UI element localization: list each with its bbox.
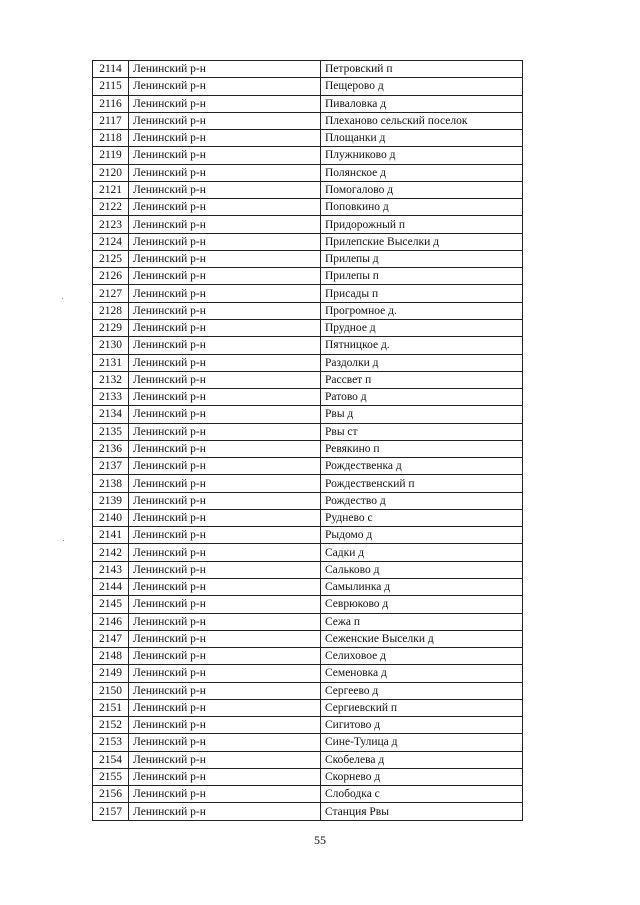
settlement-name-cell: Сежа п — [321, 613, 523, 630]
table-row — [93, 440, 523, 457]
table-row — [93, 717, 523, 734]
row-number: 2133 — [93, 389, 129, 406]
table-row — [93, 699, 523, 716]
scan-speck — [63, 540, 64, 541]
settlements-table-body — [93, 61, 523, 821]
table-row — [93, 112, 523, 129]
table-row — [93, 475, 523, 492]
district-cell: Ленинский р-н — [129, 285, 321, 302]
row-number: 2137 — [93, 458, 129, 475]
settlement-name-cell: Рождественка д — [321, 458, 523, 475]
row-number: 2155 — [93, 768, 129, 785]
settlement-name-cell: Станция Рвы — [321, 803, 523, 820]
settlement-name-cell: Рыдомо д — [321, 527, 523, 544]
table-row — [93, 61, 523, 78]
settlement-name-cell: Прилепы п — [321, 268, 523, 285]
table-row — [93, 596, 523, 613]
settlement-name-cell: Пиваловка д — [321, 95, 523, 112]
district-cell: Ленинский р-н — [129, 786, 321, 803]
row-number: 2125 — [93, 250, 129, 267]
district-cell: Ленинский р-н — [129, 561, 321, 578]
table-row — [93, 216, 523, 233]
table-row — [93, 458, 523, 475]
settlement-name-cell: Пятницкое д. — [321, 337, 523, 354]
settlement-name-cell: Сигитово д — [321, 717, 523, 734]
row-number: 2124 — [93, 233, 129, 250]
row-number: 2157 — [93, 803, 129, 820]
settlement-name-cell: Рассвет п — [321, 371, 523, 388]
district-cell: Ленинский р-н — [129, 319, 321, 336]
table-row — [93, 665, 523, 682]
row-number: 2150 — [93, 682, 129, 699]
settlement-name-cell: Севрюково д — [321, 596, 523, 613]
table-row — [93, 250, 523, 267]
district-cell: Ленинский р-н — [129, 613, 321, 630]
table-row — [93, 734, 523, 751]
row-number: 2145 — [93, 596, 129, 613]
district-cell: Ленинский р-н — [129, 423, 321, 440]
table-row — [93, 561, 523, 578]
table-row — [93, 613, 523, 630]
row-number: 2149 — [93, 665, 129, 682]
settlement-name-cell: Самылинка д — [321, 578, 523, 595]
settlement-name-cell: Скорнево д — [321, 768, 523, 785]
settlement-name-cell: Слободка с — [321, 786, 523, 803]
row-number: 2143 — [93, 561, 129, 578]
district-cell: Ленинский р-н — [129, 130, 321, 147]
row-number: 2152 — [93, 717, 129, 734]
table-row — [93, 648, 523, 665]
row-number: 2134 — [93, 406, 129, 423]
row-number: 2139 — [93, 492, 129, 509]
district-cell: Ленинский р-н — [129, 112, 321, 129]
table-row — [93, 78, 523, 95]
row-number: 2151 — [93, 699, 129, 716]
settlement-name-cell: Плеханово сельский поселок — [321, 112, 523, 129]
settlement-name-cell: Пещерово д — [321, 78, 523, 95]
table-row — [93, 354, 523, 371]
row-number: 2141 — [93, 527, 129, 544]
row-number: 2127 — [93, 285, 129, 302]
district-cell: Ленинский р-н — [129, 337, 321, 354]
table-row — [93, 682, 523, 699]
settlement-name-cell: Придорожный п — [321, 216, 523, 233]
district-cell: Ленинский р-н — [129, 717, 321, 734]
table-row — [93, 803, 523, 820]
settlement-name-cell: Сальково д — [321, 561, 523, 578]
row-number: 2136 — [93, 440, 129, 457]
row-number: 2131 — [93, 354, 129, 371]
row-number: 2140 — [93, 509, 129, 526]
settlement-name-cell: Прилепские Выселки д — [321, 233, 523, 250]
table-row — [93, 786, 523, 803]
row-number: 2117 — [93, 112, 129, 129]
district-cell: Ленинский р-н — [129, 268, 321, 285]
settlement-name-cell: Рождество д — [321, 492, 523, 509]
settlement-name-cell: Прилепы д — [321, 250, 523, 267]
table-row — [93, 164, 523, 181]
row-number: 2116 — [93, 95, 129, 112]
row-number: 2156 — [93, 786, 129, 803]
row-number: 2123 — [93, 216, 129, 233]
district-cell: Ленинский р-н — [129, 61, 321, 78]
table-row — [93, 233, 523, 250]
settlement-name-cell: Сеженские Выселки д — [321, 630, 523, 647]
district-cell: Ленинский р-н — [129, 578, 321, 595]
row-number: 2121 — [93, 181, 129, 198]
settlement-name-cell: Рвы ст — [321, 423, 523, 440]
settlement-name-cell: Плужниково д — [321, 147, 523, 164]
table-row — [93, 319, 523, 336]
table-row — [93, 268, 523, 285]
district-cell: Ленинский р-н — [129, 682, 321, 699]
table-row — [93, 751, 523, 768]
district-cell: Ленинский р-н — [129, 544, 321, 561]
table-row — [93, 509, 523, 526]
district-cell: Ленинский р-н — [129, 596, 321, 613]
district-cell: Ленинский р-н — [129, 699, 321, 716]
district-cell: Ленинский р-н — [129, 199, 321, 216]
district-cell: Ленинский р-н — [129, 648, 321, 665]
row-number: 2128 — [93, 302, 129, 319]
settlement-name-cell: Петровский п — [321, 61, 523, 78]
settlement-name-cell: Рвы д — [321, 406, 523, 423]
table-row — [93, 181, 523, 198]
row-number: 2142 — [93, 544, 129, 561]
district-cell: Ленинский р-н — [129, 147, 321, 164]
settlement-name-cell: Селиховое д — [321, 648, 523, 665]
district-cell: Ленинский р-н — [129, 768, 321, 785]
district-cell: Ленинский р-н — [129, 164, 321, 181]
row-number: 2122 — [93, 199, 129, 216]
settlement-name-cell: Сергеево д — [321, 682, 523, 699]
row-number: 2114 — [93, 61, 129, 78]
settlement-name-cell: Присады п — [321, 285, 523, 302]
table-row — [93, 147, 523, 164]
settlement-name-cell: Площанки д — [321, 130, 523, 147]
settlement-name-cell: Сине-Тулица д — [321, 734, 523, 751]
row-number: 2119 — [93, 147, 129, 164]
row-number: 2153 — [93, 734, 129, 751]
table-row — [93, 578, 523, 595]
row-number: 2135 — [93, 423, 129, 440]
district-cell: Ленинский р-н — [129, 527, 321, 544]
settlement-name-cell: Сергиевский п — [321, 699, 523, 716]
settlement-name-cell: Скобелева д — [321, 751, 523, 768]
district-cell: Ленинский р-н — [129, 389, 321, 406]
row-number: 2154 — [93, 751, 129, 768]
district-cell: Ленинский р-н — [129, 78, 321, 95]
district-cell: Ленинский р-н — [129, 371, 321, 388]
page-number: 55 — [314, 833, 326, 847]
settlement-name-cell: Поповкино д — [321, 199, 523, 216]
table-row — [93, 406, 523, 423]
table-row — [93, 95, 523, 112]
row-number: 2138 — [93, 475, 129, 492]
district-cell: Ленинский р-н — [129, 458, 321, 475]
settlements-table — [92, 60, 523, 821]
settlement-name-cell: Прогромное д. — [321, 302, 523, 319]
table-row — [93, 371, 523, 388]
table-row — [93, 285, 523, 302]
settlement-name-cell: Садки д — [321, 544, 523, 561]
district-cell: Ленинский р-н — [129, 803, 321, 820]
district-cell: Ленинский р-н — [129, 751, 321, 768]
district-cell: Ленинский р-н — [129, 665, 321, 682]
settlement-name-cell: Ратово д — [321, 389, 523, 406]
row-number: 2126 — [93, 268, 129, 285]
district-cell: Ленинский р-н — [129, 95, 321, 112]
table-row — [93, 389, 523, 406]
settlement-name-cell: Ревякино п — [321, 440, 523, 457]
district-cell: Ленинский р-н — [129, 233, 321, 250]
table-row — [93, 130, 523, 147]
district-cell: Ленинский р-н — [129, 302, 321, 319]
district-cell: Ленинский р-н — [129, 354, 321, 371]
table-row — [93, 544, 523, 561]
table-row — [93, 768, 523, 785]
row-number: 2118 — [93, 130, 129, 147]
table-row — [93, 492, 523, 509]
district-cell: Ленинский р-н — [129, 250, 321, 267]
table-row — [93, 423, 523, 440]
table-row — [93, 337, 523, 354]
table-row — [93, 630, 523, 647]
table-row — [93, 199, 523, 216]
district-cell: Ленинский р-н — [129, 492, 321, 509]
district-cell: Ленинский р-н — [129, 734, 321, 751]
settlement-name-cell: Семеновка д — [321, 665, 523, 682]
row-number: 2146 — [93, 613, 129, 630]
scan-speck — [62, 298, 63, 299]
row-number: 2147 — [93, 630, 129, 647]
settlement-name-cell: Раздолки д — [321, 354, 523, 371]
row-number: 2148 — [93, 648, 129, 665]
district-cell: Ленинский р-н — [129, 509, 321, 526]
district-cell: Ленинский р-н — [129, 440, 321, 457]
row-number: 2120 — [93, 164, 129, 181]
settlement-name-cell: Рождественский п — [321, 475, 523, 492]
row-number: 2115 — [93, 78, 129, 95]
settlement-name-cell: Прудное д — [321, 319, 523, 336]
district-cell: Ленинский р-н — [129, 630, 321, 647]
district-cell: Ленинский р-н — [129, 181, 321, 198]
district-cell: Ленинский р-н — [129, 475, 321, 492]
settlement-name-cell: Помогалово д — [321, 181, 523, 198]
table-row — [93, 527, 523, 544]
row-number: 2132 — [93, 371, 129, 388]
row-number: 2144 — [93, 578, 129, 595]
table-row — [93, 302, 523, 319]
district-cell: Ленинский р-н — [129, 216, 321, 233]
settlement-name-cell: Руднево с — [321, 509, 523, 526]
district-cell: Ленинский р-н — [129, 406, 321, 423]
row-number: 2130 — [93, 337, 129, 354]
row-number: 2129 — [93, 319, 129, 336]
settlement-name-cell: Полянское д — [321, 164, 523, 181]
